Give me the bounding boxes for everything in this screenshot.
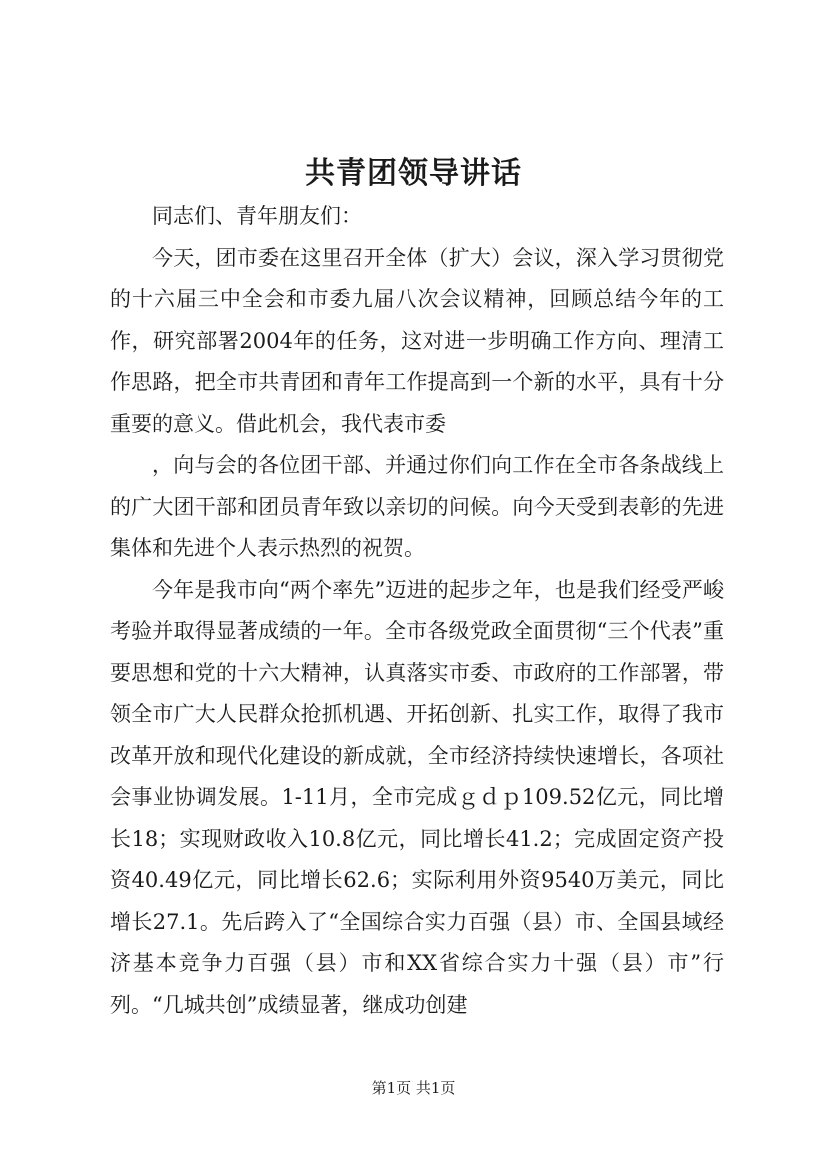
document-body xyxy=(110,196,724,1026)
document-title: 共青团领导讲话 xyxy=(305,156,522,191)
salutation: 同志们、青年朋友们： xyxy=(152,204,362,228)
paragraph-2: ，向与会的各位团干部、并通过你们向工作在全市各条战线上的广大团干部和团员青年致以亲切的问候。向今天受到表彰的先进集体和先进个人表示热烈的祝贺。 xyxy=(110,453,724,560)
paragraph-3: 今年是我市向“两个率先”迈进的起步之年，也是我们经受严峻考验并取得显著成绩的一年。全市各级党政全面贯彻“三个代表”重要思想和党的十六大精神，认真落实市委、市政府的工作部署，带领全市广大人民群众抢抓机遇、开拓创新、扎实工作，取得了我市改革开放和现代化建设的新成就，全市经济持续快速增长，各项社会事业协调发展。1-11月，全市完成ｇｄｐ109.52亿元，同比增长18；实现财政收入10.8亿元，同比增长41.2；完成固定资产投资40.49亿元，同比增长62.6；实际利用外资9540万美元，同比增长27.1。先后跨入了“全国综合实力百强（县）市、全国县域经济基本竞争力百强（县）市和XX省综合实力十强（县）市”行列。“几城共创”成绩显著，继成功创建 xyxy=(110,577,724,1017)
page-number-footer: 第1页 共1页 xyxy=(371,1079,456,1097)
paragraph-1: 今天，团市委在这里召开全体（扩大）会议，深入学习贯彻党的十六届三中全会和市委九届八次会议精神，回顾总结今年的工作，研究部署2004年的任务，这对进一步明确工作方向、理清工作思路，把全市共青团和青年工作提高到一个新的水平，具有十分重要的意义。借此机会，我代表市委 xyxy=(110,245,724,436)
